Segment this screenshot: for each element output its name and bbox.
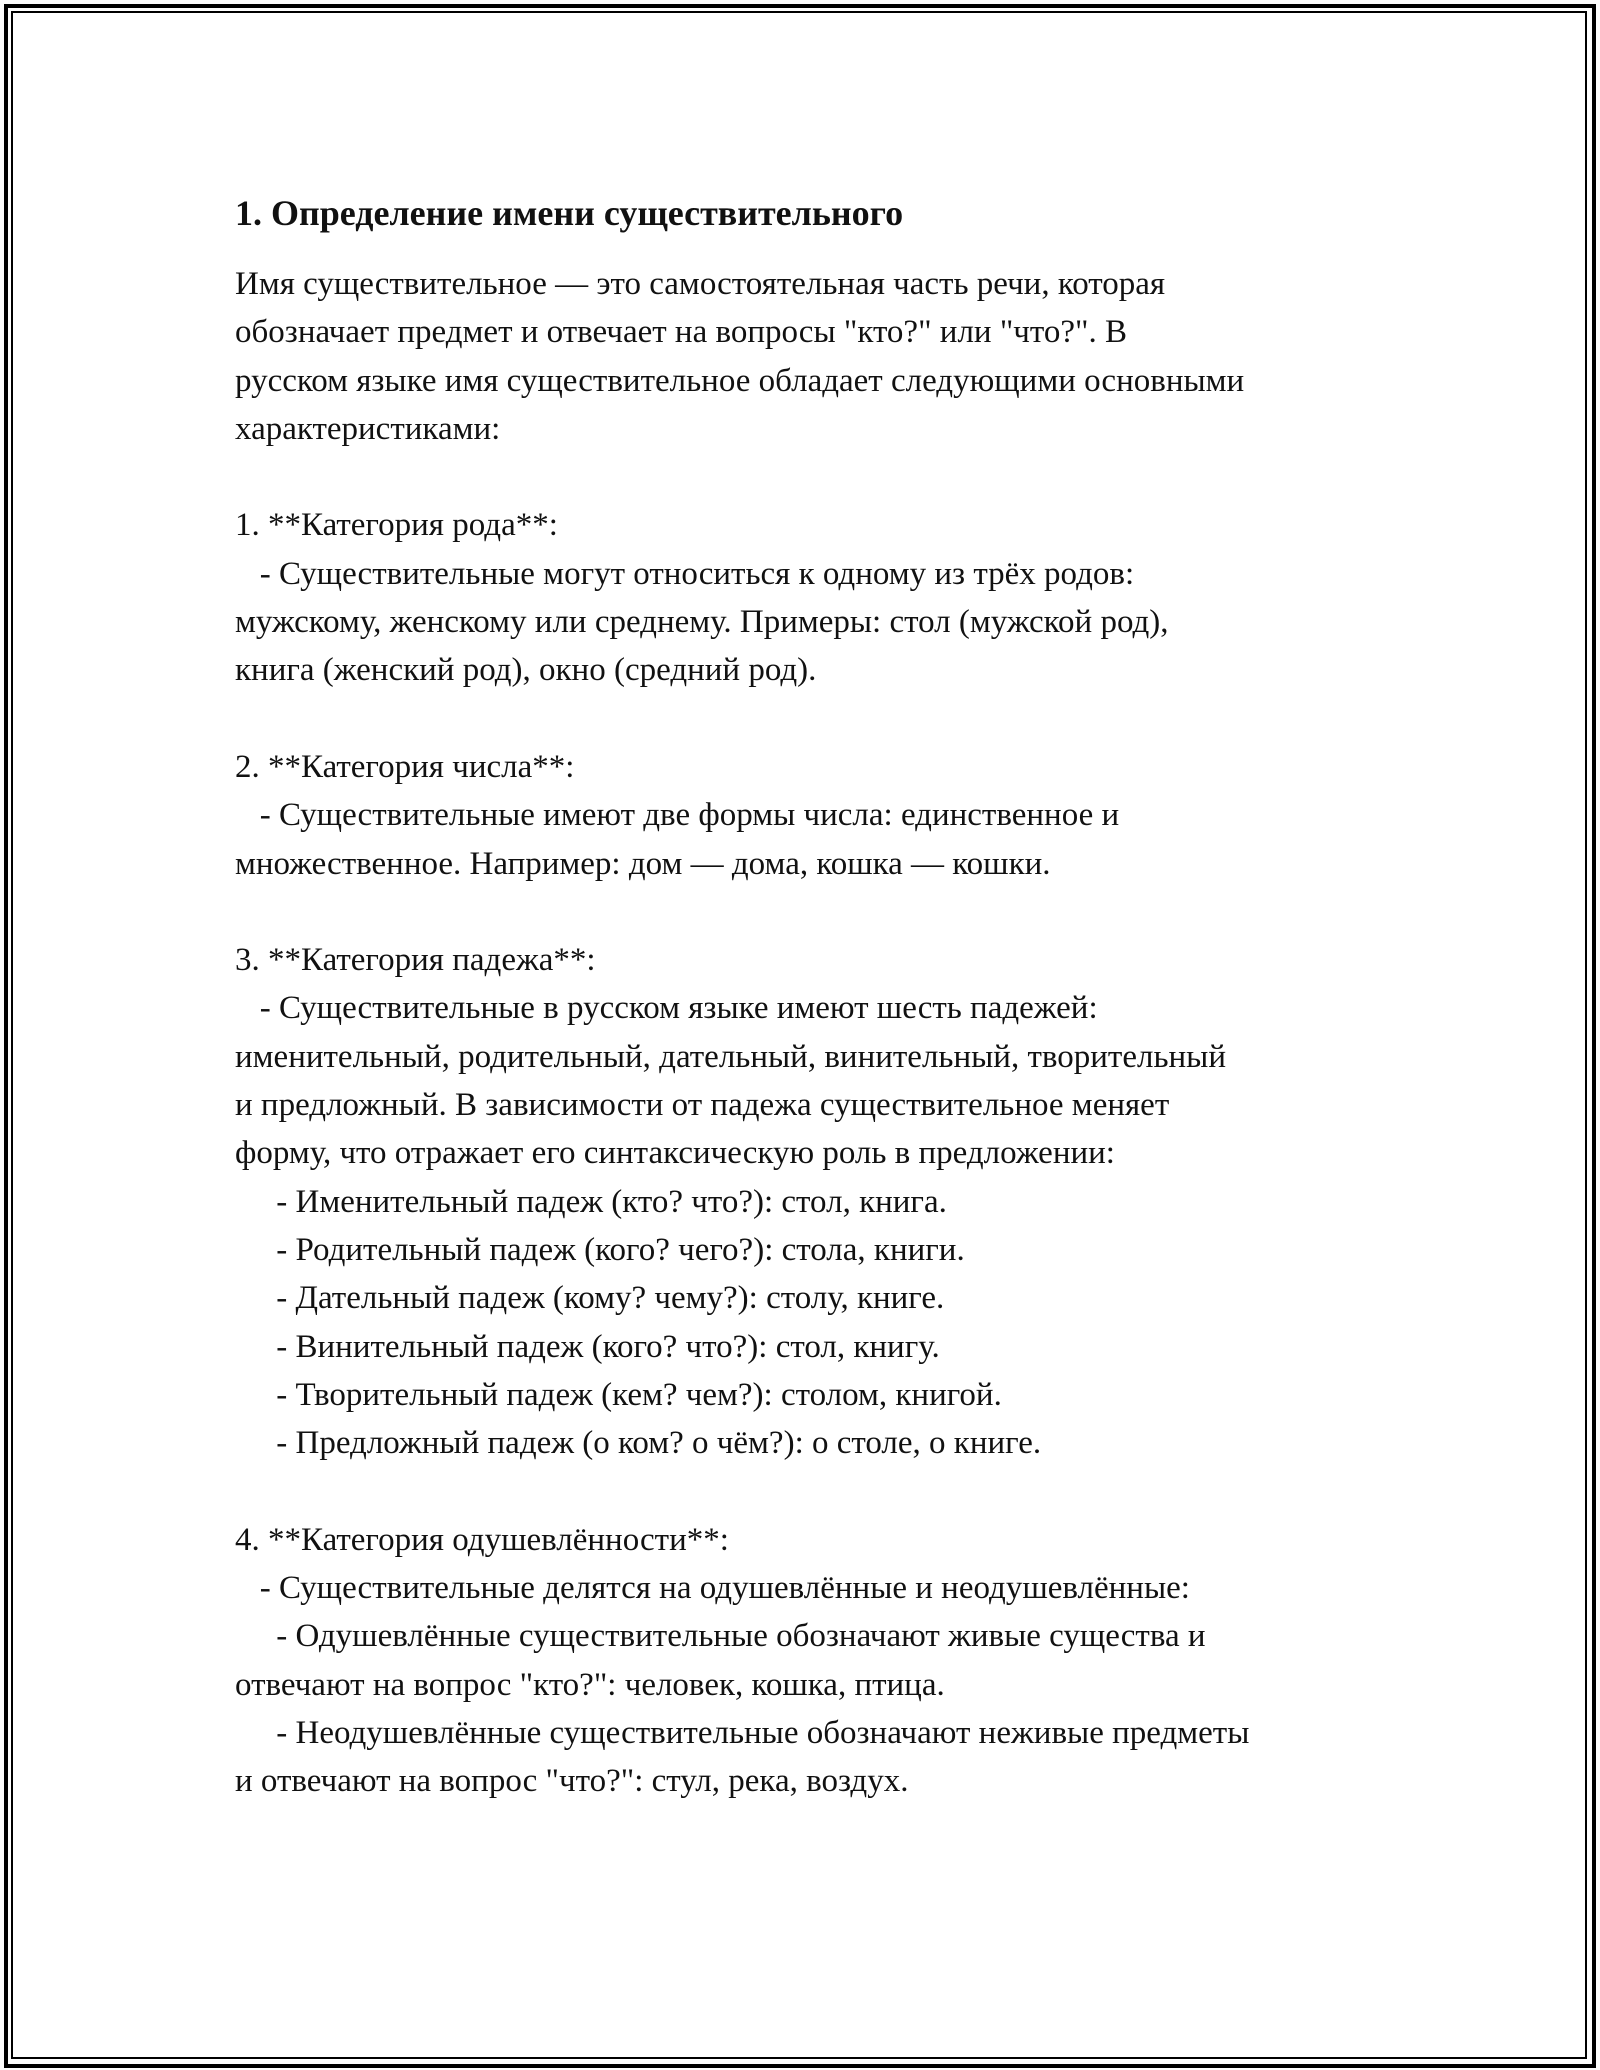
case-item-genitive: - Родительный падеж (кого? чего?): стола, книги. [235,1231,965,1268]
section-line: и отвечают на вопрос "что?": стул, река, воздух. [235,1763,909,1800]
section-line: - Существительные могут относиться к одному из трёх родов: [235,555,1135,592]
case-item-dative: - Дательный падеж (кому? чему?): столу, книге. [235,1280,945,1317]
intro-line: Имя существительное — это самостоятельная часть речи, которая [235,266,1166,302]
paragraph-gap [235,695,1405,743]
paragraph-gap [235,888,1405,936]
section-heading-case: 3. **Категория падежа**: [235,942,596,979]
paragraph-gap [235,1467,1405,1515]
section-line: - Неодушевлённые существительные обозначают неживые предметы [235,1714,1250,1751]
section-line: - Существительные имеют две формы числа: единственное и [235,797,1120,834]
section-line: книга (женский род), окно (средний род). [235,652,817,689]
intro-line: русском языке имя существительное обладает следующими основными [235,362,1245,399]
intro-line: характеристиками: [235,410,501,447]
section-heading-gender: 1. **Категория рода**: [235,507,558,544]
case-item-prepositional: - Предложный падеж (о ком? о чём?): о столе, о книге. [235,1425,1042,1462]
section-line: форму, что отражает его синтаксическую роль в предложении: [235,1135,1115,1172]
section-line: и предложный. В зависимости от падежа существительное меняет [235,1087,1170,1124]
case-item-instrumental: - Творительный падеж (кем? чем?): столом, книгой. [235,1376,1002,1413]
section-line: множественное. Например: дом — дома, кошка — кошки. [235,845,1051,882]
section-line: - Одушевлённые существительные обозначают живые существа и [235,1618,1206,1655]
section-line: мужскому, женскому или среднему. Примеры: стол (мужской род), [235,604,1169,641]
case-item-nominative: - Именительный падеж (кто? что?): стол, книга. [235,1183,947,1220]
document-body [235,260,1405,1806]
section-heading-animacy: 4. **Категория одушевлённости**: [235,1521,729,1558]
intro-line: обозначает предмет и отвечает на вопросы "кто?" или "что?". В [235,314,1128,351]
section-line: именительный, родительный, дательный, винительный, творительный [235,1038,1226,1075]
section-heading-number: 2. **Категория числа**: [235,748,575,785]
document-page [235,190,1405,1806]
section-line: - Существительные в русском языке имеют шесть падежей: [235,990,1098,1027]
section-line: отвечают на вопрос "кто?": человек, кошка, птица. [235,1666,945,1703]
case-item-accusative: - Винительный падеж (кого? что?): стол, книгу. [235,1328,940,1365]
document-title: 1. Определение имени существительного [235,193,904,233]
paragraph-gap [235,453,1405,501]
section-line: - Существительные делятся на одушевлённые и неодушевлённые: [235,1570,1190,1607]
